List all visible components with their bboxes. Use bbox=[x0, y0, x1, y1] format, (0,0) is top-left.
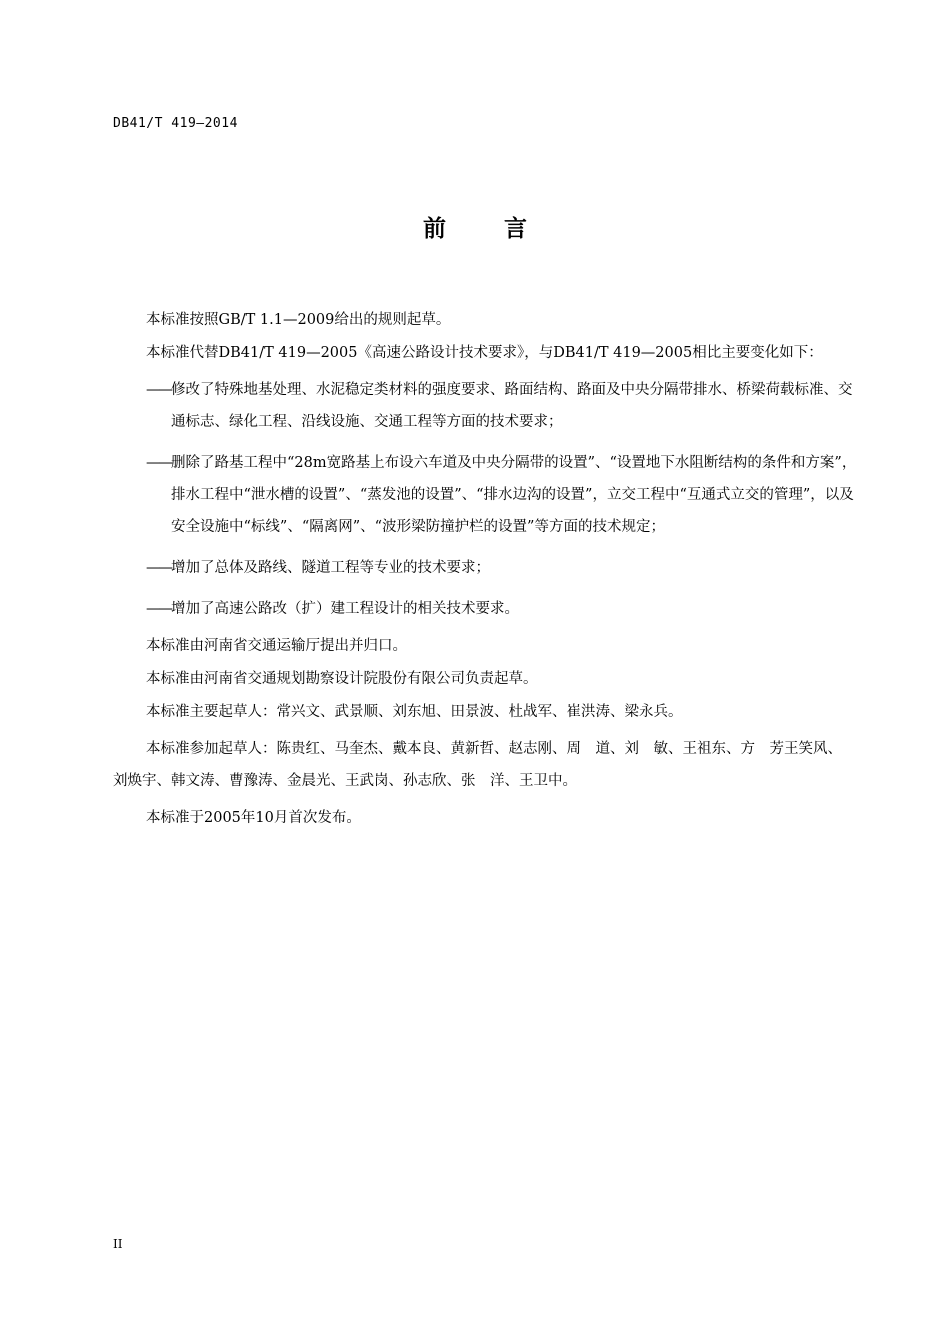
title-char-2: 言 bbox=[504, 216, 527, 242]
paragraph-drafting-unit: 本标准由河南省交通规划勘察设计院股份有限公司负责起草。 bbox=[146, 671, 538, 687]
title-char-1: 前 bbox=[423, 216, 446, 242]
list-item bbox=[113, 374, 858, 438]
dash-marker: —— bbox=[146, 601, 171, 617]
dash-marker: —— bbox=[146, 382, 171, 398]
page-number: II bbox=[113, 1237, 123, 1251]
dash-marker: —— bbox=[146, 455, 171, 471]
paragraph-participating-drafters: 本标准参加起草人：陈贵红、马奎杰、戴本良、黄新哲、赵志刚、周 道、刘 敏、王祖东、方 芳王笑风、 刘焕宇、韩文涛、曹豫涛、金晨光、王武岗、孙志欣、张 洋、王卫中。 bbox=[113, 741, 842, 789]
paragraph-drafting-rules: 本标准按照GB/T 1.1—2009给出的规则起草。 bbox=[146, 312, 451, 328]
list-item-text: 增加了高速公路改（扩）建工程设计的相关技术要求。 bbox=[171, 601, 519, 617]
list-item-text: 增加了总体及路线、隧道工程等专业的技术要求； bbox=[171, 560, 490, 576]
paragraph-replaces: 本标准代替DB41/T 419—2005《高速公路设计技术要求》，与DB41/T 419—2005相比主要变化如下： bbox=[146, 345, 823, 361]
list-item-text: 删除了路基工程中“28m宽路基上布设六车道及中央分隔带的设置”、“设置地下水阻断结构的条件和方案”，排水工程中“泄水槽的设置”、“蒸发池的设置”、“排水边沟的设置”，立交工程中“互通式立交的管理”，以及安全设施中“标线”、“隔离网”、“波形梁防撞护栏的设置”等方面的技术规定； bbox=[171, 455, 857, 535]
list-item bbox=[113, 593, 858, 625]
list-item bbox=[113, 447, 858, 543]
page-title bbox=[0, 210, 950, 243]
standard-code: DB41/T 419—2014 bbox=[113, 116, 238, 131]
paragraph-first-release: 本标准于2005年10月首次发布。 bbox=[146, 810, 361, 826]
paragraph-main-drafters: 本标准主要起草人：常兴文、武景顺、刘东旭、田景波、杜战军、崔洪涛、梁永兵。 bbox=[146, 704, 683, 720]
paragraph-proposer: 本标准由河南省交通运输厅提出并归口。 bbox=[146, 638, 407, 654]
list-item-text: 修改了特殊地基处理、水泥稳定类材料的强度要求、路面结构、路面及中央分隔带排水、桥梁荷载标准、交通标志、绿化工程、沿线设施、交通工程等方面的技术要求； bbox=[171, 382, 853, 430]
document-body bbox=[113, 308, 858, 839]
list-item bbox=[113, 552, 858, 584]
dash-marker: —— bbox=[146, 560, 171, 576]
